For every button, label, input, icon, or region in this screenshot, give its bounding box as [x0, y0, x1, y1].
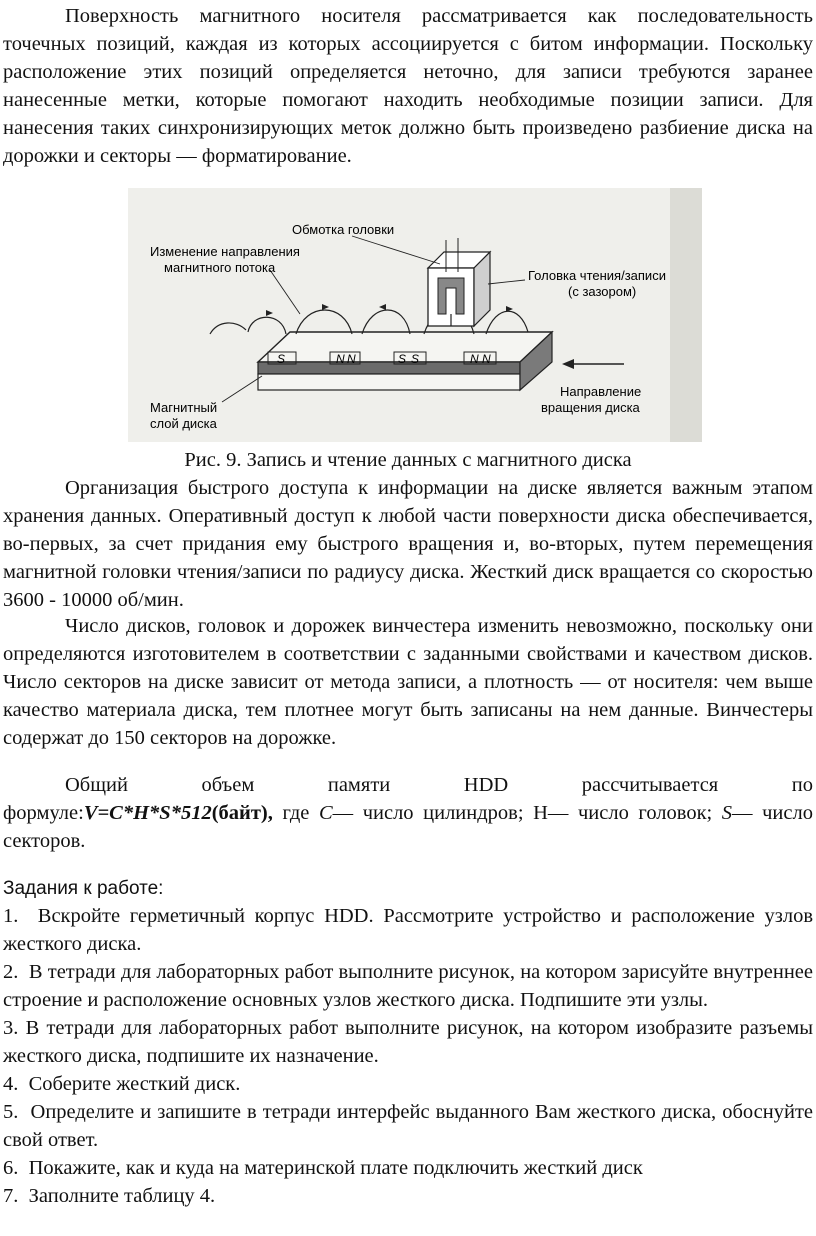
- task-number: 3.: [3, 1017, 19, 1039]
- label-head-1: Головка чтения/записи: [528, 268, 666, 283]
- formula-unit: (байт),: [211, 802, 273, 824]
- task-item-4: [3, 1070, 813, 1098]
- task-item-1: [3, 902, 813, 958]
- task-text: В тетради для лабораторных работ выполните рисунок, на котором зарисуйте внутреннее строение и расположение основных узлов жесткого диска. Подпишите эти узлы.: [3, 961, 814, 1011]
- paragraph-access: Организация быстрого доступа к информации на диске является важным этапом хранения данных. Оперативный доступ к любой части поверхности диска обеспечивается, во-первых, за счет придания ему быстрого вращения и, во-вторых, путем перемещения магнитной головки чтения/записи по радиусу диска. Жесткий диск вращается со скоростью 3600 - 10000 об/мин.: [3, 477, 813, 611]
- task-text: В тетради для лабораторных работ выполните рисунок, на котором изобразите разъемы жесткого диска, подпишите их назначение.: [3, 1017, 813, 1067]
- formula-expression: V=C*H*S*512: [83, 802, 212, 824]
- formula-c-desc: — число цилиндров; Н— число головок;: [332, 802, 722, 824]
- task-text: Вскройте герметичный корпус HDD. Рассмотрите устройство и расположение узлов жесткого диска.: [3, 905, 813, 955]
- formula-s-desc: — число секторов.: [3, 802, 813, 852]
- label-flux-2: магнитного потока: [164, 260, 276, 275]
- task-number: 6.: [3, 1157, 19, 1179]
- task-number: 1.: [3, 905, 19, 927]
- task-number: 2.: [3, 961, 19, 983]
- task-item-6: [3, 1154, 813, 1182]
- task-item-2: [3, 958, 813, 1014]
- label-rotation-1: Направление: [560, 384, 642, 399]
- figure-9: [0, 184, 816, 446]
- label-coil: Обмотка головки: [292, 222, 395, 237]
- pole-4: S: [398, 352, 407, 366]
- label-head-2: (с зазором): [568, 284, 637, 299]
- figure-edge-shade: [670, 188, 702, 442]
- tasks-list: [3, 902, 813, 1210]
- label-rotation-2: вращения диска: [541, 400, 640, 415]
- task-number: 5.: [3, 1101, 19, 1123]
- formula-c-var: C: [318, 802, 333, 824]
- pole-2: N: [336, 352, 345, 366]
- pole-1: S: [277, 352, 286, 366]
- intro-paragraph: Поверхность магнитного носителя рассматривается как последовательность точечных позиций, каждая из которых ассоциируется с битом информации. Поскольку расположение этих позиций определяется неточно, для записи требуются заранее нанесенные метки, которые помогают находить необходимые позиции записи. Для нанесения таких синхронизирующих меток должно быть произведено разбиение диска на дорожки и секторы — форматирование.: [3, 5, 813, 167]
- task-text: Заполните таблицу 4.: [28, 1185, 216, 1207]
- paragraph-formula: [3, 771, 813, 855]
- figure-caption: Рис. 9. Запись и чтение данных с магнитного диска: [184, 449, 632, 471]
- task-item-7: [3, 1182, 813, 1210]
- tasks-section: [3, 858, 813, 1210]
- pole-3: N: [347, 352, 356, 366]
- formula-line-1: Общий объем памяти HDD рассчитывается по: [65, 774, 813, 796]
- label-flux-1: Изменение направления: [150, 244, 300, 259]
- tasks-title: Задания к работе:: [3, 878, 164, 899]
- magnetic-disk-diagram: [0, 184, 816, 446]
- formula-prefix: формуле:: [3, 802, 84, 824]
- disk-substrate: [258, 374, 520, 390]
- pole-5: S: [411, 352, 420, 366]
- task-item-3: [3, 1014, 813, 1070]
- paragraph-count: Число дисков, головок и дорожек винчестера изменить невозможно, поскольку они определяются изготовителем в соответствии с заданными свойствами и качеством дисков. Число секторов на диске зависит от метода записи, а плотность — от носителя: чем выше качество материала диска, тем плотнее могут быть записаны на нем данные. Винчестеры содержат до 150 секторов на дорожке.: [3, 615, 813, 749]
- label-layer-2: слой диска: [150, 416, 217, 431]
- task-number: 7.: [3, 1185, 19, 1207]
- label-layer-1: Магнитный: [150, 400, 218, 415]
- task-text: Соберите жесткий диск.: [28, 1073, 241, 1095]
- task-item-5: [3, 1098, 813, 1154]
- formula-where: где: [272, 802, 319, 824]
- task-text: Определите и запишите в тетради интерфейс выданного Вам жесткого диска, обоснуйте свой ответ.: [3, 1101, 813, 1151]
- pole-7: N: [482, 352, 491, 366]
- pole-6: N: [470, 352, 479, 366]
- formula-line-2: [3, 799, 813, 855]
- task-number: 4.: [3, 1073, 19, 1095]
- formula-s-var: S: [721, 802, 733, 824]
- task-text: Покажите, как и куда на материнской плате подключить жесткий диск: [28, 1157, 643, 1179]
